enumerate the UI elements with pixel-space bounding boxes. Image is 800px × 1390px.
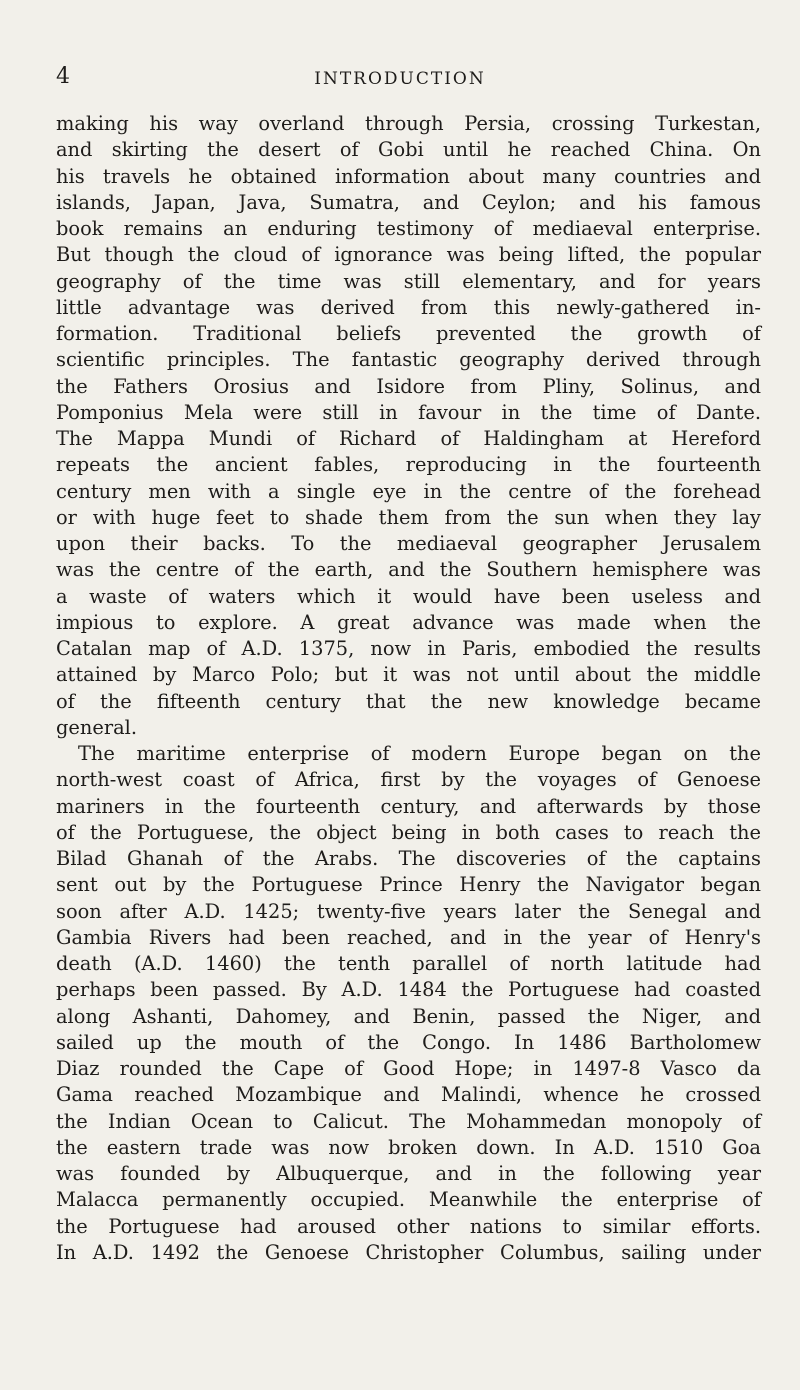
- text-line: or with huge feet to shade them from the sun when they lay: [56, 505, 761, 529]
- text-line: Gama reached Mozambique and Malindi, whence he crossed: [56, 1083, 761, 1107]
- text-line: Bilad Ghanah of the Arabs. The discoveries of the captains: [56, 847, 761, 870]
- text-line: was the centre of the earth, and the Southern hemisphere was: [56, 558, 761, 582]
- text-line: In A.D. 1492 the Genoese Christopher Columbus, sailing under: [56, 1240, 761, 1264]
- text-line: attained by Marco Polo; but it was not until about the middle: [56, 663, 761, 687]
- text-line: north-west coast of Africa, first by the voyages of Genoese: [56, 768, 761, 792]
- text-line: Pomponius Mela were still in favour in the time of Dante.: [56, 400, 761, 424]
- text-line: general.: [56, 715, 138, 739]
- text-line: the Portuguese had aroused other nations to similar efforts.: [56, 1214, 761, 1238]
- text-line: repeats the ancient fables, reproducing in the fourteenth: [56, 453, 761, 477]
- body-text: [56, 111, 761, 1266]
- text-line: his travels he obtained information about many countries and: [56, 164, 761, 188]
- text-line: Diaz rounded the Cape of Good Hope; in 1497-8 Vasco da: [56, 1057, 761, 1080]
- text-line: and skirting the desert of Gobi until he reached China. On: [56, 138, 761, 162]
- text-line: sent out by the Portuguese Prince Henry the Navigator began: [56, 873, 761, 897]
- text-line: mariners in the fourteenth century, and afterwards by those: [56, 794, 761, 818]
- text-line: along Ashanti, Dahomey, and Benin, passed the Niger, and: [56, 1004, 761, 1028]
- text-line: the eastern trade was now broken down. In A.D. 1510 Goa: [56, 1135, 761, 1159]
- page-number: 4: [56, 64, 70, 89]
- text-line: formation. Traditional beliefs prevented the growth of: [56, 322, 761, 345]
- text-line: Catalan map of A.D. 1375, now in Paris, embodied the results: [56, 637, 761, 660]
- text-line: making his way overland through Persia, crossing Turkestan,: [56, 112, 761, 135]
- text-line: upon their backs. To the mediaeval geographer Jerusalem: [56, 532, 761, 555]
- text-line: little advantage was derived from this newly-gathered in-: [56, 295, 761, 319]
- text-line: a waste of waters which it would have been useless and: [56, 584, 761, 608]
- text-line: The Mappa Mundi of Richard of Haldingham at Hereford: [56, 427, 761, 450]
- text-line: century men with a single eye in the centre of the forehead: [56, 479, 761, 503]
- running-head: INTRODUCTION: [314, 69, 486, 89]
- text-line: Malacca permanently occupied. Meanwhile the enterprise of: [56, 1188, 761, 1212]
- text-line: death (A.D. 1460) the tenth parallel of north latitude had: [56, 952, 761, 975]
- text-line: But though the cloud of ignorance was being lifted, the popular: [56, 243, 761, 267]
- text-line: impious to explore. A great advance was made when the: [56, 610, 761, 634]
- text-line: islands, Japan, Java, Sumatra, and Ceylon; and his famous: [56, 190, 761, 214]
- text-line: of the fifteenth century that the new knowledge became: [56, 689, 761, 713]
- text-line: scientific principles. The fantastic geography derived through: [56, 348, 761, 372]
- text-line: geography of the time was still elementary, and for years: [56, 269, 761, 293]
- text-line: Gambia Rivers had been reached, and in the year of Henry's: [56, 925, 761, 949]
- text-line: book remains an enduring testimony of mediaeval enterprise.: [56, 217, 761, 240]
- text-line: the Indian Ocean to Calicut. The Mohammedan monopoly of: [56, 1109, 761, 1133]
- paragraph-start-line: The maritime enterprise of modern Europe began on the: [78, 742, 761, 765]
- text-line: sailed up the mouth of the Congo. In 1486 Bartholomew: [56, 1030, 761, 1054]
- text-line: was founded by Albuquerque, and in the following year: [56, 1162, 761, 1185]
- text-line: perhaps been passed. By A.D. 1484 the Portuguese had coasted: [56, 978, 761, 1002]
- text-line: the Fathers Orosius and Isidore from Pliny, Solinus, and: [56, 374, 761, 398]
- text-line: soon after A.D. 1425; twenty-five years later the Senegal and: [56, 899, 761, 923]
- text-line: of the Portuguese, the object being in both cases to reach the: [56, 820, 761, 844]
